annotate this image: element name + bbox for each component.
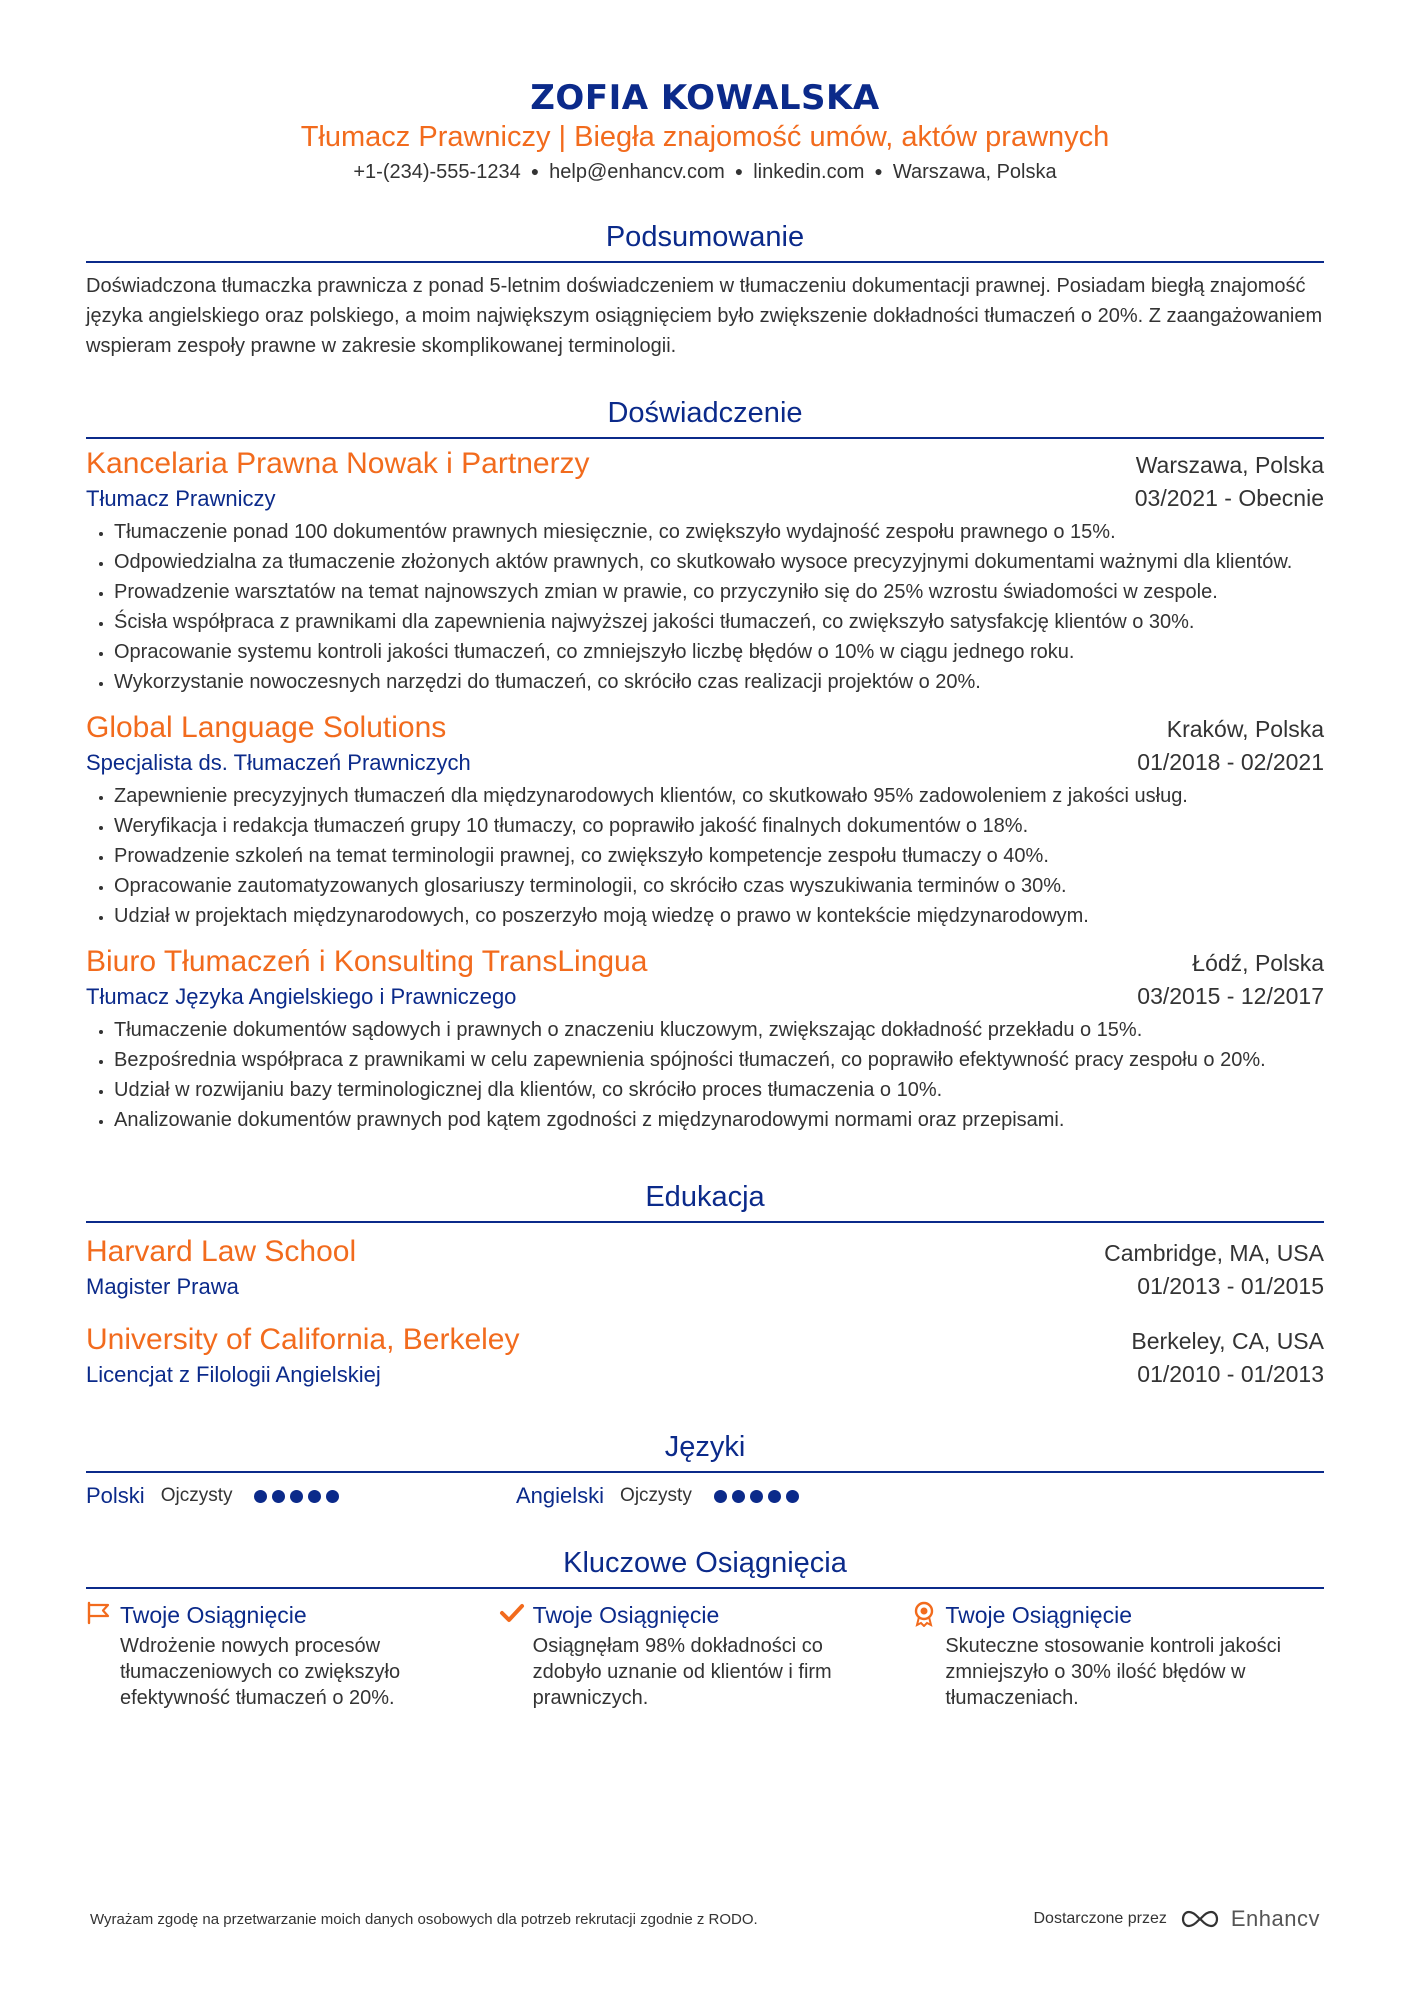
achievement-body — [120, 1599, 499, 1711]
rating-dot-icon — [308, 1490, 321, 1503]
job-company: Kancelaria Prawna Nowak i Partnerzy — [86, 447, 590, 480]
language-item — [516, 1483, 946, 1509]
candidate-name: ZOFIA KOWALSKA — [530, 78, 880, 118]
separator-dot-icon: ● — [530, 163, 540, 179]
contact-location: Warszawa, Polska — [892, 161, 1057, 183]
language-item — [86, 1483, 516, 1509]
rating-dot-icon — [290, 1490, 303, 1503]
rating-dot-icon — [272, 1490, 285, 1503]
job-bullet: • Ścisła współpraca z prawnikami dla zapewnienia najwyższej jakości tłumaczeń, co zwiększyło satysfakcję klientów o 30%. — [114, 607, 1324, 637]
contact-linkedin[interactable]: linkedin.com — [753, 161, 865, 183]
powered-by-label: Dostarczone przez — [1033, 1910, 1167, 1927]
education-location: Berkeley, CA, USA — [1131, 1328, 1324, 1354]
education-header-row — [86, 1233, 1324, 1271]
job-role: Specjalista ds. Tłumaczeń Prawniczych — [86, 750, 471, 775]
footer — [90, 1906, 1320, 1932]
languages-list — [86, 1483, 1324, 1509]
languages-heading: Języki — [86, 1427, 1324, 1473]
powered-by[interactable] — [1033, 1906, 1320, 1932]
job-entry — [86, 943, 1324, 1135]
schools-list — [86, 1233, 1324, 1391]
job-bullet: • Opracowanie systemu kontroli jakości tłumaczeń, co zmniejszyło liczbę błędów o 10% w ciągu jednego roku. — [114, 637, 1324, 667]
job-header-row — [86, 943, 1324, 981]
experience-section — [86, 393, 1324, 1135]
achievement-title: Twoje Osiągnięcie — [532, 1602, 720, 1628]
education-section — [86, 1177, 1324, 1391]
language-level: Ojczysty — [620, 1485, 692, 1506]
rating-dot-icon — [732, 1490, 745, 1503]
resume-header — [86, 0, 1324, 187]
job-entry — [86, 445, 1324, 697]
award-icon — [911, 1599, 945, 1711]
education-school: University of California, Berkeley — [86, 1323, 520, 1356]
consent-text: Wyrażam zgodę na przetwarzanie moich danych osobowych dla potrzeb rekrutacji zgodnie z RODO. — [90, 1910, 758, 1928]
language-rating — [254, 1490, 339, 1503]
job-role-row — [86, 747, 1324, 779]
achievements-list — [86, 1599, 1324, 1711]
job-company: Global Language Solutions — [86, 711, 447, 744]
job-bullets — [86, 781, 1324, 931]
education-dates: 01/2010 - 01/2013 — [1137, 1361, 1324, 1387]
achievement-title: Twoje Osiągnięcie — [945, 1602, 1132, 1628]
job-dates: 01/2018 - 02/2021 — [1137, 749, 1324, 775]
separator-dot-icon: ● — [734, 163, 744, 179]
rating-dot-icon — [326, 1490, 339, 1503]
achievement-desc: Skuteczne stosowanie kontroli jakości zmniejszyło o 30% ilość błędów w tłumaczeniach. — [945, 1635, 1282, 1709]
job-dates: 03/2015 - 12/2017 — [1137, 983, 1324, 1009]
achievement-desc: Wdrożenie nowych procesów tłumaczeniowych co zwiększyło efektywność tłumaczeń o 20%. — [120, 1635, 401, 1709]
education-header-row — [86, 1321, 1324, 1359]
rating-dot-icon — [714, 1490, 727, 1503]
education-heading: Edukacja — [86, 1177, 1324, 1223]
rating-dot-icon — [768, 1490, 781, 1503]
education-degree: Licencjat z Filologii Angielskiej — [86, 1362, 381, 1387]
education-school: Harvard Law School — [86, 1235, 357, 1268]
education-entry — [86, 1233, 1324, 1303]
job-role: Tłumacz Języka Angielskiego i Prawniczego — [86, 984, 517, 1009]
jobs-list — [86, 445, 1324, 1135]
summary-heading: Podsumowanie — [86, 217, 1324, 263]
job-header-row — [86, 445, 1324, 483]
rating-dot-icon — [254, 1490, 267, 1503]
achievement-title: Twoje Osiągnięcie — [120, 1602, 307, 1628]
achievements-section — [86, 1543, 1324, 1711]
rating-dot-icon — [750, 1490, 763, 1503]
language-rating — [714, 1490, 799, 1503]
achievement-body — [945, 1599, 1324, 1711]
achievements-heading: Kluczowe Osiągnięcia — [86, 1543, 1324, 1589]
rating-dot-icon — [786, 1490, 799, 1503]
candidate-title: Tłumacz Prawniczy | Biegła znajomość umów, aktów prawnych — [300, 121, 1110, 153]
check-icon — [499, 1599, 533, 1711]
brand-name: Enhancv — [1230, 1906, 1320, 1931]
separator-dot-icon: ● — [874, 163, 883, 179]
education-dates: 01/2013 - 01/2015 — [1137, 1273, 1324, 1299]
job-bullet: • Odpowiedzialna za tłumaczenie złożonych aktów prawnych, co skutkowało wysoce precyzyjnymi dokumentami ważnymi dla klientów. — [114, 547, 1324, 577]
job-bullet: • Tłumaczenie dokumentów sądowych i prawnych o znaczeniu kluczowym, zwiększając dokładność przekładu o 15%. — [114, 1015, 1324, 1045]
education-degree-row — [86, 1359, 1324, 1391]
achievement-desc: Osiągnęłam 98% dokładności co zdobyło uznanie od klientów i firm prawniczych. — [532, 1635, 832, 1709]
education-entry — [86, 1321, 1324, 1391]
job-dates: 03/2021 - Obecnie — [1134, 485, 1324, 511]
job-entry — [86, 709, 1324, 931]
job-bullet: • Analizowanie dokumentów prawnych pod kątem zgodności z międzynarodowymi normami oraz przepisami. — [114, 1105, 1324, 1135]
education-location: Cambridge, MA, USA — [1104, 1240, 1324, 1266]
contact-line — [86, 156, 1324, 187]
flag-icon — [86, 1599, 120, 1711]
job-bullet: • Opracowanie zautomatyzowanych glosariuszy terminologii, co skróciło czas wyszukiwania terminów o 30%. — [114, 871, 1324, 901]
job-bullet: • Tłumaczenie ponad 100 dokumentów prawnych miesięcznie, co zwiększyło wydajność zespołu prawnego o 15%. — [114, 517, 1324, 547]
job-bullet: • Prowadzenie warsztatów na temat najnowszych zmian w prawie, co przyczyniło się do 25% wzrostu świadomości w zespole. — [114, 577, 1324, 607]
contact-email[interactable]: help@enhancv.com — [549, 161, 725, 183]
job-bullet: • Bezpośrednia współpraca z prawnikami w celu zapewnienia spójności tłumaczeń, co poprawiło efektywność pracy zespołu o 20%. — [114, 1045, 1324, 1075]
job-bullet: • Udział w projektach międzynarodowych, co poszerzyło moją wiedzę o prawo w kontekście międzynarodowym. — [114, 901, 1324, 931]
job-bullet: • Weryfikacja i redakcja tłumaczeń grupy 10 tłumaczy, co poprawiło jakość finalnych dokumentów o 18%. — [114, 811, 1324, 841]
language-name: Polski — [86, 1483, 145, 1508]
experience-heading: Doświadczenie — [86, 393, 1324, 439]
job-bullet: • Udział w rozwijaniu bazy terminologicznej dla klientów, co skróciło proces tłumaczenia o 10%. — [114, 1075, 1324, 1105]
achievement-item — [86, 1599, 499, 1711]
job-role: Tłumacz Prawniczy — [86, 486, 276, 511]
language-level: Ojczysty — [160, 1485, 233, 1506]
job-company: Biuro Tłumaczeń i Konsulting TransLingua — [86, 945, 648, 978]
summary-section — [86, 217, 1324, 361]
language-name: Angielski — [516, 1483, 605, 1508]
job-role-row — [86, 483, 1324, 515]
job-location: Kraków, Polska — [1166, 716, 1324, 742]
job-bullet: • Wykorzystanie nowoczesnych narzędzi do tłumaczeń, co skróciło czas realizacji projektów o 20%. — [114, 667, 1324, 697]
job-location: Warszawa, Polska — [1135, 452, 1324, 478]
job-role-row — [86, 981, 1324, 1013]
achievement-item — [499, 1599, 912, 1711]
summary-text: Doświadczona tłumaczka prawnicza z ponad 5-letnim doświadczeniem w tłumaczeniu dokumentacji prawnej. Posiadam biegłą znajomość języka angielskiego oraz polskiego, a moim największym osiągnięciem było zwiększenie dokładności tłumaczeń o 20%. Z zaangażowaniem wspieram zespoły prawne w zakresie skomplikowanej terminologii. — [86, 275, 1323, 357]
job-bullets — [86, 517, 1324, 697]
contact-phone: +1-(234)-555-1234 — [353, 161, 521, 183]
languages-section — [86, 1427, 1324, 1509]
job-bullet: • Zapewnienie precyzyjnych tłumaczeń dla międzynarodowych klientów, co skutkowało 95% zadowoleniem z jakości usług. — [114, 781, 1324, 811]
achievement-body — [533, 1599, 912, 1711]
achievement-item — [911, 1599, 1324, 1711]
job-location: Łódź, Polska — [1192, 950, 1324, 976]
education-degree-row — [86, 1271, 1324, 1303]
job-bullet: • Prowadzenie szkoleń na temat terminologii prawnej, co zwiększyło kompetencje zespołu tłumaczy o 40%. — [114, 841, 1324, 871]
enhancv-logo-icon — [1177, 1908, 1223, 1930]
job-header-row — [86, 709, 1324, 747]
job-bullets — [86, 1015, 1324, 1135]
education-degree: Magister Prawa — [86, 1274, 239, 1299]
